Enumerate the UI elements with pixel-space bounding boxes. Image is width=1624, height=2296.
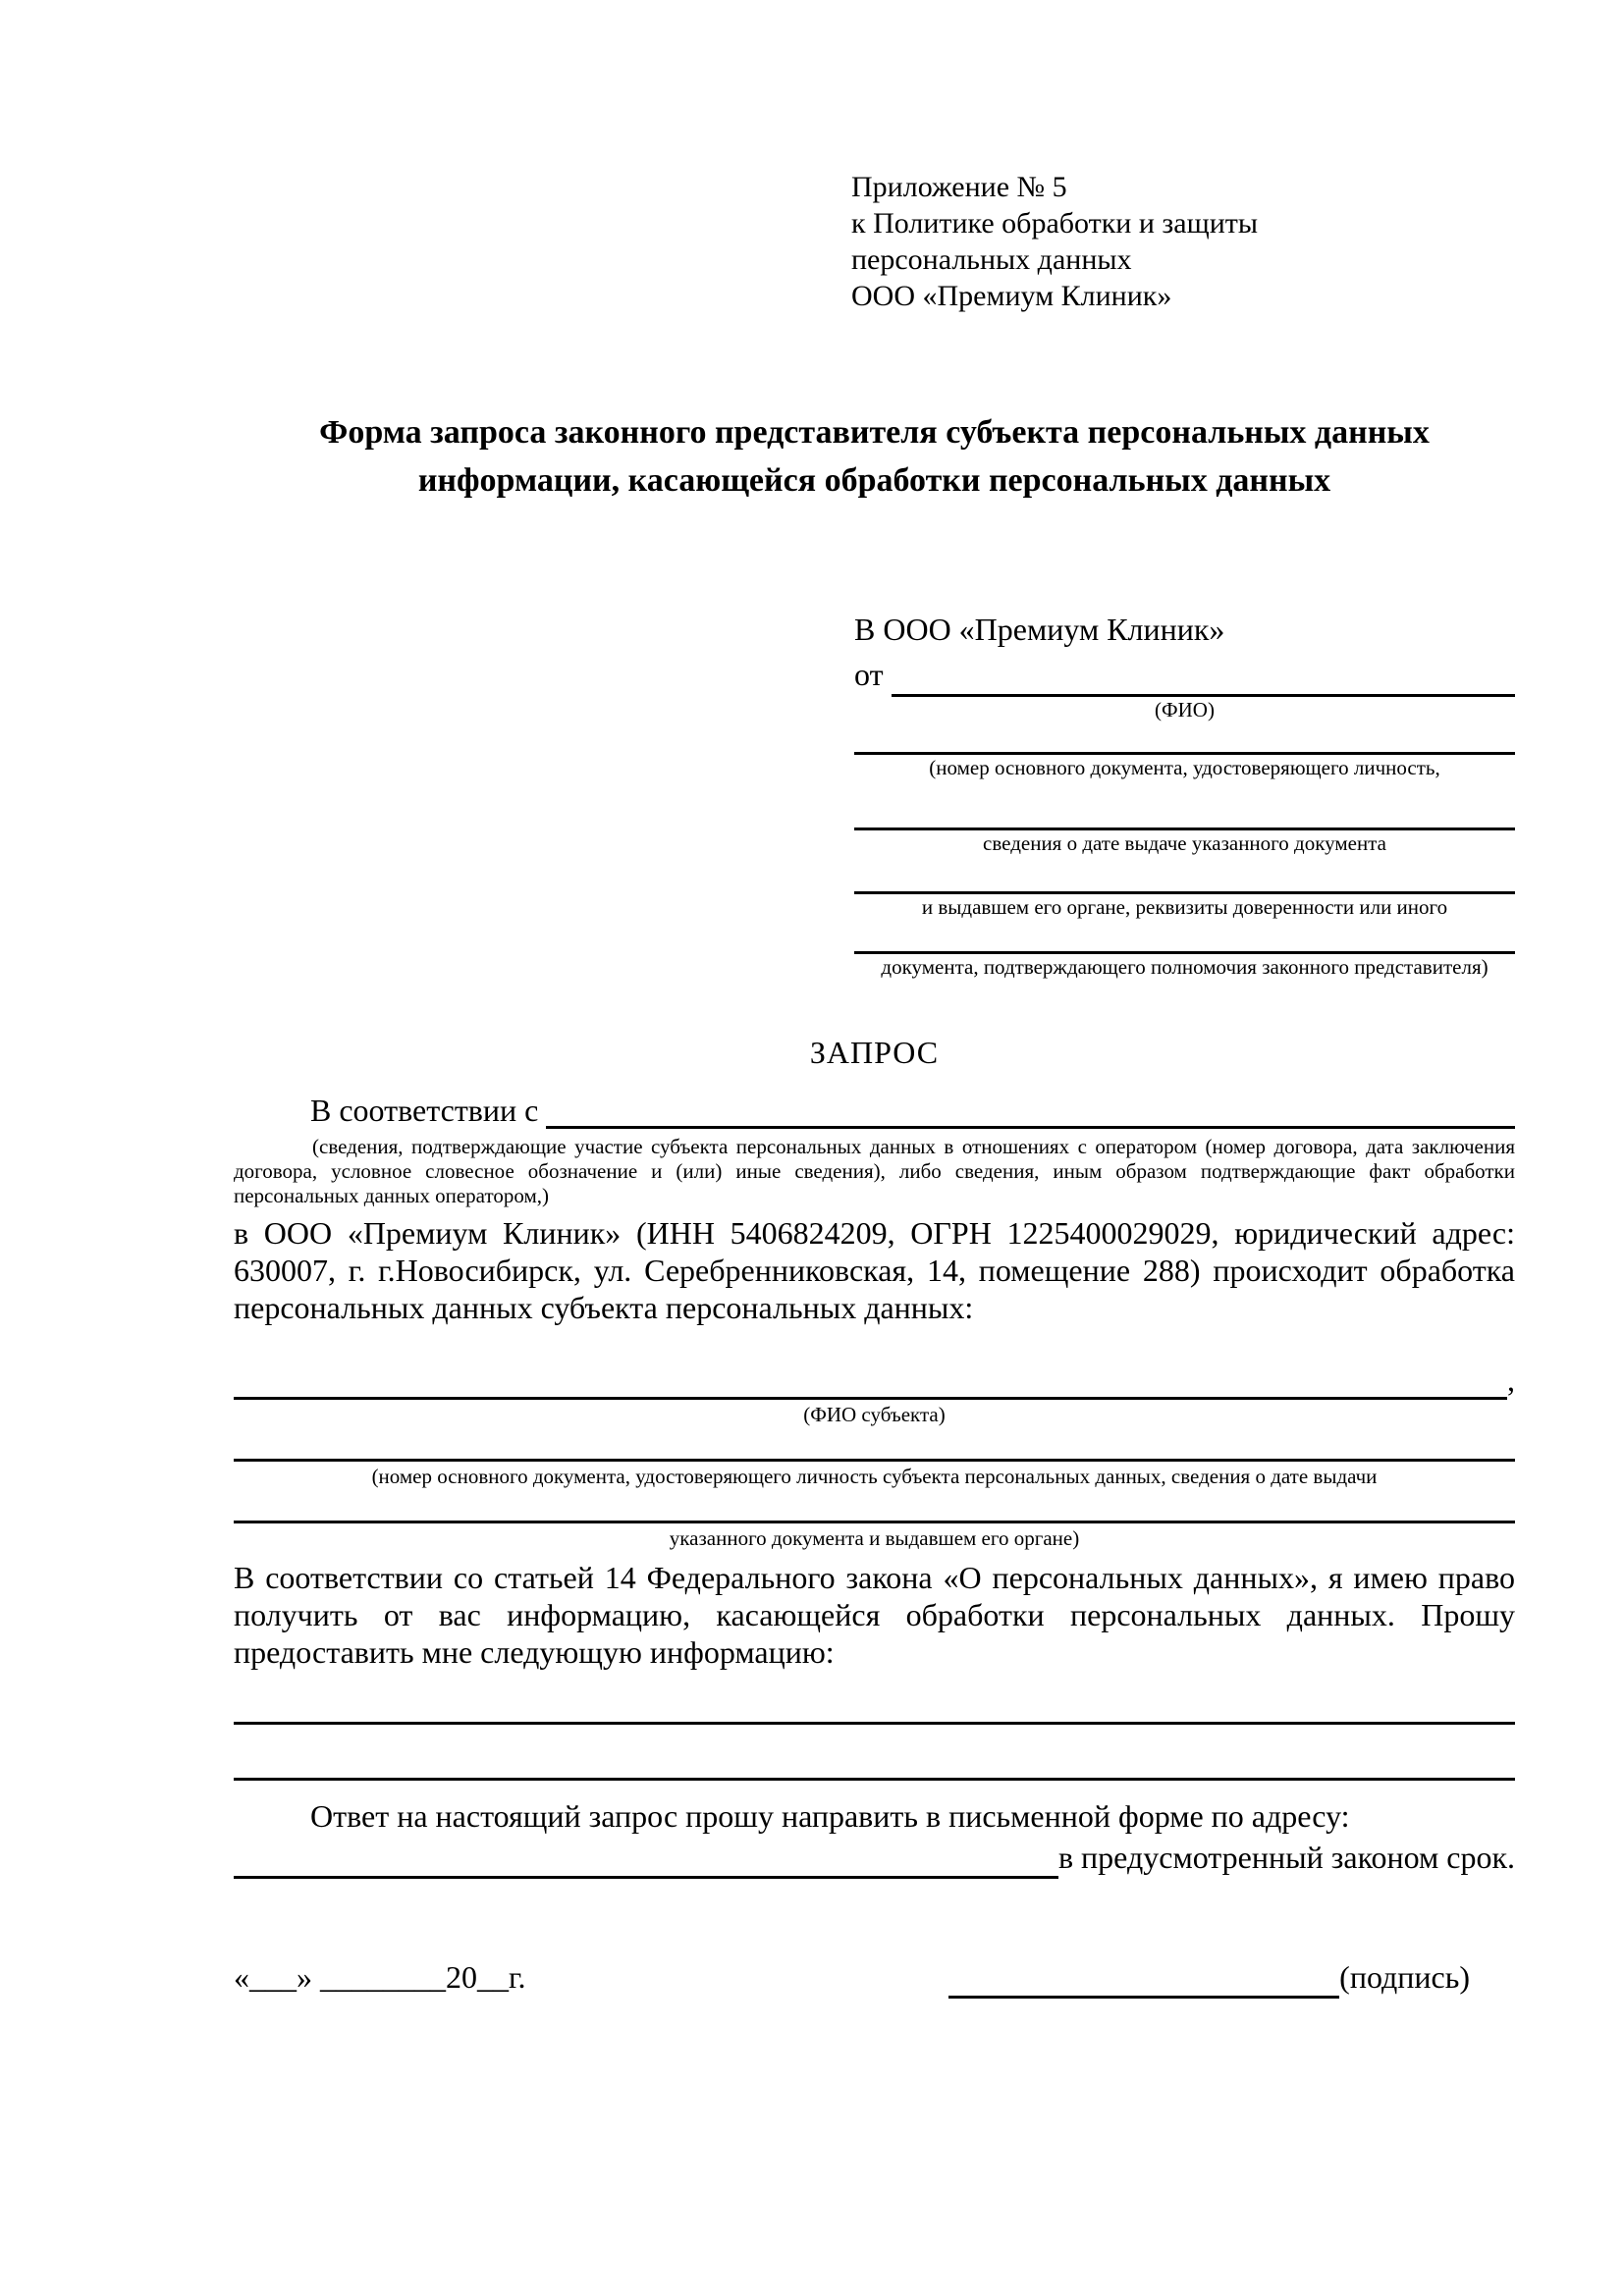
answer-address-row <box>234 1836 1515 1879</box>
information-field-line-1 <box>234 1720 1515 1725</box>
basis-small-print: (сведения, подтверждающие участие субъекта персональных данных в отношениях с оператором (номер договора, дата заключения договора, условное словесное обозначение и (или) иные сведения), либо сведения, иным образом подтверждающие факт обработки персональных данных оператором,) <box>234 1135 1515 1207</box>
basis-row <box>234 1087 1515 1129</box>
document-number-caption: (номер основного документа, удостоверяющего личность, <box>929 756 1440 779</box>
law-paragraph: В соответствии со статьей 14 Федерального закона «О персональных данных», я имею право получить от вас информацию, касающейся обработки персональных данных. Прошу предоставить мне следующую информацию: <box>234 1560 1515 1670</box>
addressee-block <box>854 607 1515 980</box>
request-heading: ЗАПРОС <box>809 1035 940 1070</box>
answer-paragraph: Ответ на настоящий запрос прошу направить в письменной форме по адресу: <box>310 1798 1350 1834</box>
from-label: от <box>854 657 884 692</box>
information-field-line-2 <box>234 1776 1515 1781</box>
signature-caption: (подпись) <box>1339 1959 1470 1995</box>
fio-caption: (ФИО) <box>1155 698 1215 721</box>
from-row <box>854 652 1515 697</box>
date-blank: «___» ________20__г. <box>234 1959 526 1995</box>
issue-date-caption: сведения о дате выдаче указанного документа <box>983 831 1386 855</box>
trailing-comma: , <box>1507 1362 1515 1398</box>
footer-row <box>234 1955 1515 1999</box>
subject-document-field-line-2 <box>234 1519 1515 1523</box>
fio-field-line <box>892 657 1515 697</box>
annex-line: к Политике обработки и защиты <box>851 207 1259 240</box>
issuing-authority-caption: и выдавшем его органе, реквизиты доверенности или иного <box>921 895 1448 919</box>
annex-line: Приложение № 5 <box>851 171 1067 203</box>
subject-fio-row <box>234 1360 1515 1400</box>
answer-tail-text: в предусмотренный законом срок. <box>1057 1840 1515 1875</box>
basis-label: В соответствии с <box>310 1093 539 1128</box>
subject-document-caption-2: указанного документа и выдавшем его органе) <box>669 1526 1080 1550</box>
addressee-to: В ООО «Премиум Клиник» <box>854 612 1225 647</box>
annex-line: персональных данных <box>851 243 1132 276</box>
signature-field-line <box>948 1958 1339 1999</box>
basis-field-line <box>546 1087 1515 1129</box>
subject-document-caption-1: (номер основного документа, удостоверяющего личность субъекта персональных данных, сведения о дате выдачи <box>371 1465 1378 1488</box>
operator-paragraph: в ООО «Премиум Клиник» (ИНН 5406824209, ОГРН 1225400029029, юридический адрес: 630007, г. г.Новосибирск, ул. Серебренниковская, 14, помещение 288) происходит обработка персональных данных субъекта персональных данных: <box>234 1215 1515 1325</box>
subject-document-field-line <box>234 1457 1515 1462</box>
subject-fio-field-line <box>234 1360 1507 1400</box>
answer-address-field-line <box>234 1837 1058 1879</box>
authority-document-caption: документа, подтверждающего полномочия законного представителя) <box>881 955 1489 979</box>
annex-header <box>851 169 1515 314</box>
signature-part <box>948 1955 1470 1999</box>
document-title: Форма запроса законного представителя субъекта персональных данных информации, касающейся обработки персональных данных <box>319 414 1430 499</box>
annex-line: ООО «Премиум Клиник» <box>851 280 1172 312</box>
subject-fio-caption: (ФИО субъекта) <box>803 1403 946 1426</box>
